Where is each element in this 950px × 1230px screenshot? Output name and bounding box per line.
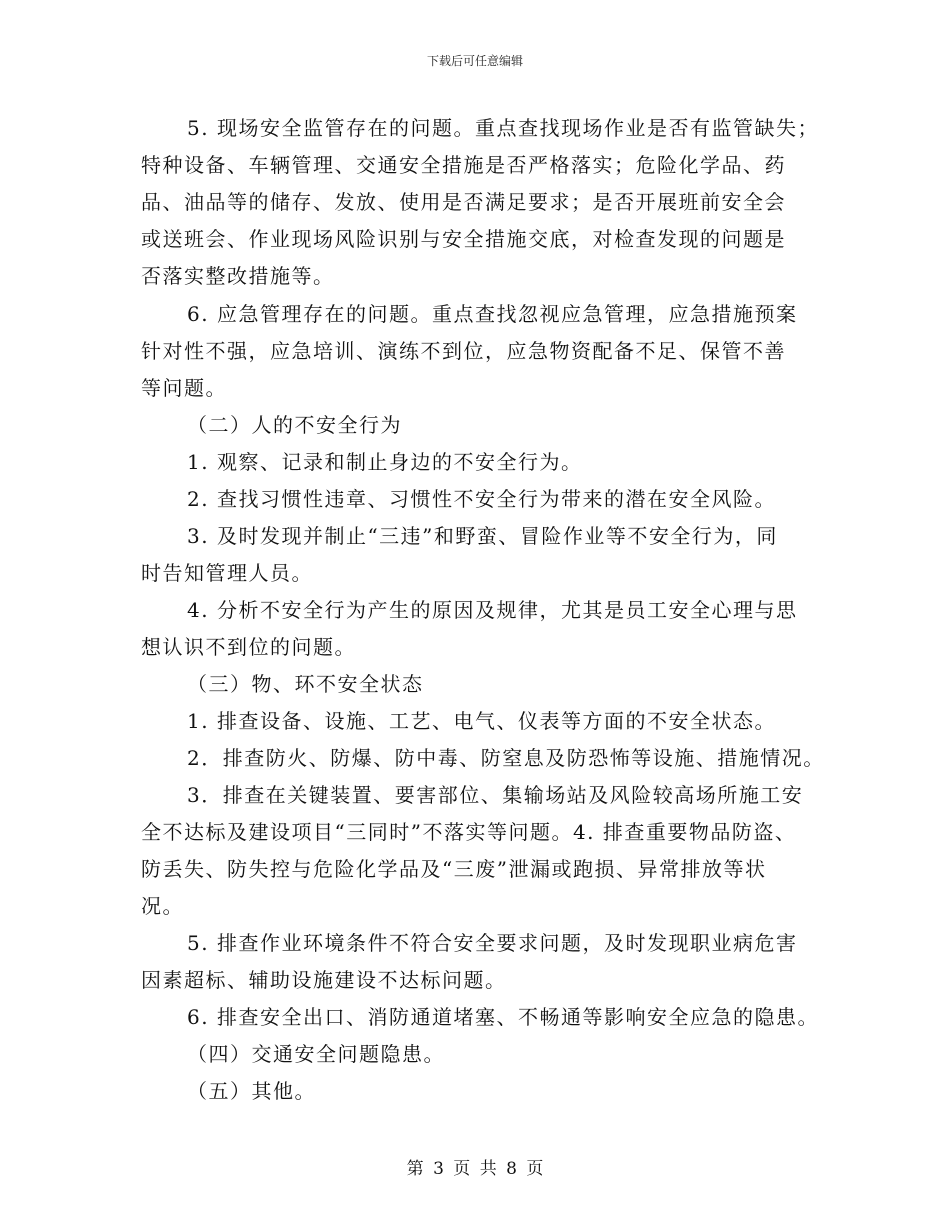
paragraph-line: 针对性不强，应急培训、演练不到位，应急物资配备不足、保管不善 [141, 339, 786, 363]
paragraph-line: 否落实整改措施等。 [141, 264, 335, 288]
paragraph-line: 想认识不到位的问题。 [141, 635, 356, 659]
section-heading: （五）其他。 [187, 1079, 316, 1103]
paragraph-line: 3. 及时发现并制止“三违”和野蛮、冒险作业等不安全行为，同 [187, 524, 778, 548]
paragraph-line: 时告知管理人员。 [141, 561, 313, 585]
paragraph-line: 1. 排查设备、设施、工艺、电气、仪表等方面的不安全状态。 [187, 709, 776, 733]
paragraph-line: 况。 [141, 894, 184, 918]
paragraph-line: 4. 分析不安全行为产生的原因及规律，尤其是员工安全心理与思 [187, 598, 798, 622]
paragraph-line: 等问题。 [141, 376, 227, 400]
paragraph-line: 特种设备、车辆管理、交通安全措施是否严格落实；危险化学品、药 [141, 153, 786, 177]
section-heading: （二）人的不安全行为 [187, 413, 402, 437]
paragraph-line: 全不达标及建设项目“三同时”不落实等问题。4. 排查重要物品防盗、 [141, 820, 797, 844]
paragraph-line: 1. 观察、记录和制止身边的不安全行为。 [187, 450, 583, 474]
paragraph-line: 品、油品等的储存、发放、使用是否满足要求；是否开展班前安全会 [141, 190, 786, 214]
paragraph-line: 2．排查防火、防爆、防中毒、防窒息及防恐怖等设施、措施情况。 [187, 746, 825, 770]
page-header-note: 下载后可任意编辑 [426, 54, 523, 68]
section-heading: （三）物、环不安全状态 [187, 672, 424, 696]
paragraph-line: 5. 现场安全监管存在的问题。重点查找现场作业是否有监管缺失； [187, 116, 819, 140]
paragraph-line: 2. 查找习惯性违章、习惯性不安全行为带来的潜在安全风险。 [187, 487, 776, 511]
paragraph-line: 6. 排查安全出口、消防通道堵塞、不畅通等影响安全应急的隐患。 [187, 1005, 819, 1029]
paragraph-line: 5. 排查作业环境条件不符合安全要求问题，及时发现职业病危害 [187, 931, 798, 955]
paragraph-line: 防丢失、防失控与危险化学品及“三废”泄漏或跑损、异常排放等状 [141, 857, 767, 881]
paragraph-line: 6. 应急管理存在的问题。重点查找忽视应急管理，应急措施预案 [187, 302, 798, 326]
page-number-footer: 第 3 页 共 8 页 [406, 1159, 544, 1179]
paragraph-line: 或送班会、作业现场风险识别与安全措施交底，对检查发现的问题是 [141, 227, 786, 251]
paragraph-line: 因素超标、辅助设施建设不达标问题。 [141, 968, 507, 992]
section-heading: （四）交通安全问题隐患。 [187, 1042, 445, 1066]
paragraph-line: 3．排查在关键装置、要害部位、集输场站及风险较高场所施工安 [187, 783, 804, 807]
